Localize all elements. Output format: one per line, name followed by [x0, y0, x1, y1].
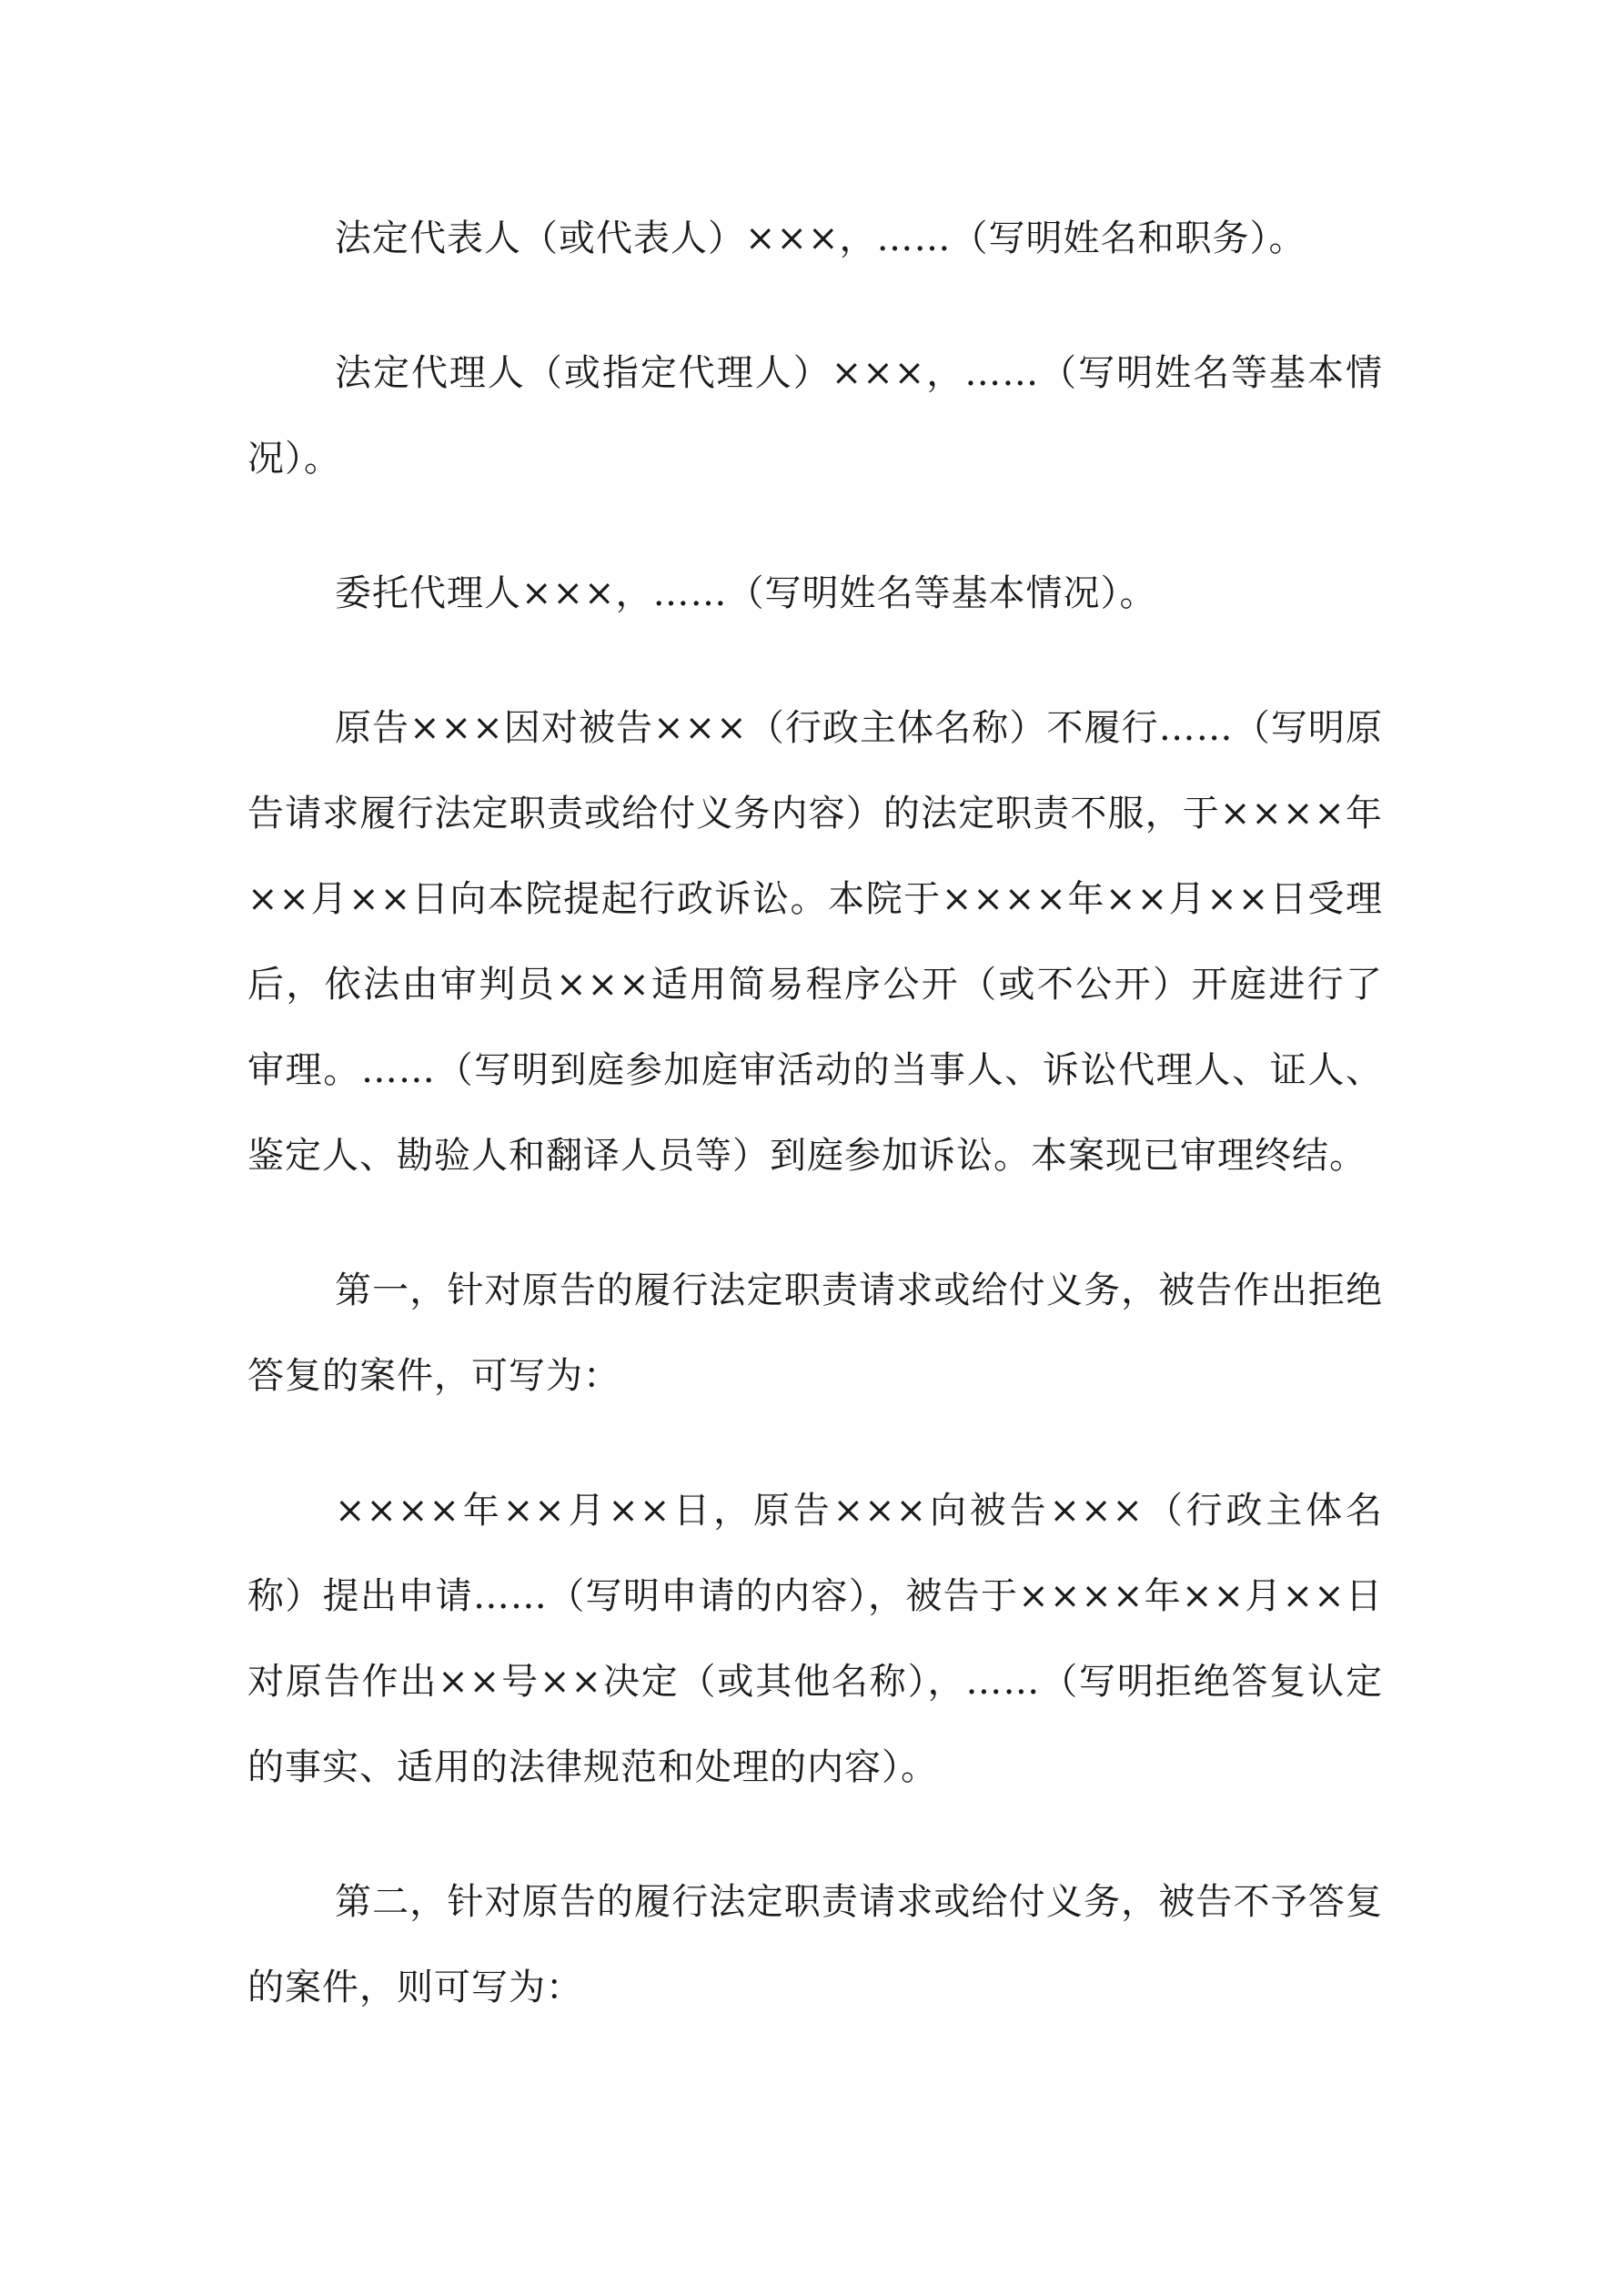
document-body	[247, 196, 1383, 2030]
paragraph-refusal-template: ××××年××月××日，原告×××向被告×××（行政主体名称）提出申请……（写明申请的内容），被告于××××年××月××日对原告作出××号××决定（或其他名称），……（写明拒绝答复认定的事实、适用的法律规范和处理的内容）。	[247, 1490, 1383, 1788]
paragraph-first-case-type: 第一，针对原告的履行法定职责请求或给付义务，被告作出拒绝答复的案件，可写为：	[247, 1269, 1383, 1397]
paragraph-second-case-type: 第二，针对原告的履行法定职责请求或给付义务，被告不予答复的案件，则可写为：	[247, 1881, 1383, 2008]
paragraph-case-origin: 原告×××因对被告×××（行政主体名称）不履行……（写明原告请求履行法定职责或给付义务内容）的法定职责不服，于××××年××月××日向本院提起行政诉讼。本院于××××年××月××日受理后，依法由审判员×××适用简易程序公开（或不公开）开庭进行了审理。……（写明到庭参加庭审活动的当事人、诉讼代理人、证人、鉴定人、勘验人和翻译人员等）到庭参加诉讼。本案现已审理终结。	[247, 707, 1383, 1177]
paragraph-statutory-agent: 法定代理人（或指定代理人）×××，……（写明姓名等基本情况）。	[247, 352, 1383, 480]
paragraph-entrusted-agent: 委托代理人×××，……（写明姓名等基本情况）。	[335, 572, 1157, 614]
paragraph-legal-representative: 法定代表人（或代表人）×××，……（写明姓名和职务）。	[335, 217, 1306, 259]
